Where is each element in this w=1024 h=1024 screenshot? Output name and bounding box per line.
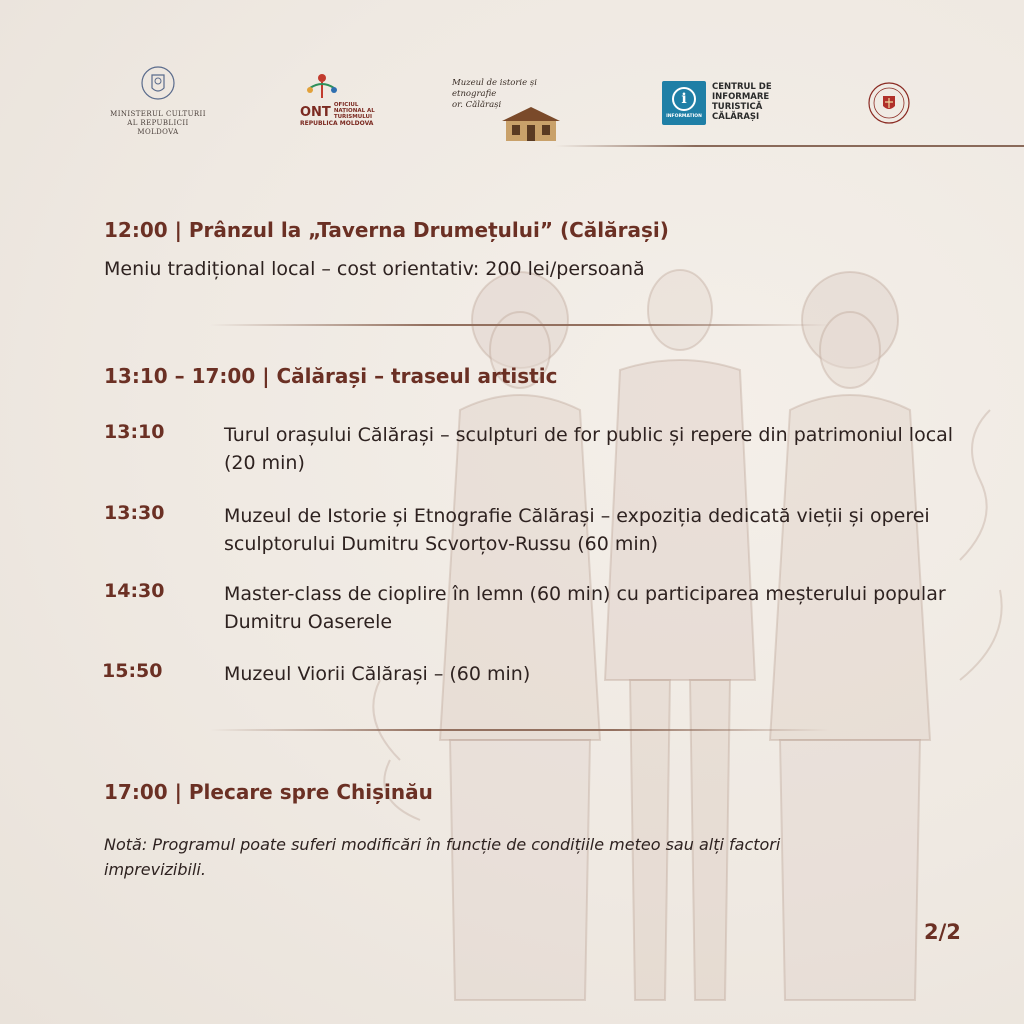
coat-of-arms-icon: [141, 64, 175, 102]
route-item-text: Muzeul Viorii Călărași – (60 min): [224, 663, 531, 685]
ministry-line1: MINISTERUL CULTURII: [110, 110, 206, 118]
route-item-time: 14:30: [104, 580, 165, 602]
info-badge: [662, 81, 706, 125]
route-item-time: 13:30: [104, 502, 165, 524]
ont-ornament-icon: [304, 72, 340, 102]
tourist-info-center-logo: [662, 80, 772, 126]
note-label: Notă: [104, 835, 142, 854]
route-item-text: Master-class de cioplire în lemn (60 min) cu participarea meșterului popular Dumitru Oaserele: [224, 583, 946, 633]
ont-word: ONT: [300, 105, 331, 121]
route-heading: 13:10 – 17:00 | Călărași – traseul artistic: [104, 364, 558, 388]
lunch-detail: Meniu tradițional local – cost orientativ: 200 lei/persoană: [104, 258, 645, 280]
ministry-of-culture-logo: [108, 64, 208, 136]
info-icon: i: [672, 87, 696, 111]
page-number: 2/2: [924, 920, 961, 944]
departure-heading: 17:00 | Plecare spre Chișinău: [104, 780, 433, 804]
route-item-text: Muzeul de Istorie și Etnografie Călărași – expoziția dedicată vieții și operei sculptorului Dumitru Scvorțov-Russu (60 min): [224, 505, 930, 555]
program-note: [104, 832, 864, 882]
ont-sub1: OFICIUL: [333, 102, 359, 108]
info-line1: CENTRUL DE: [712, 82, 772, 93]
route-item-text: Turul orașului Călărași – sculpturi de for public și repere din patrimoniul local (20 min): [224, 424, 954, 474]
ministry-line2: AL REPUBLICII MOLDOVA: [127, 118, 189, 136]
museum-line2: or. Călărași: [452, 100, 502, 111]
info-badge-label: INFORMATION: [666, 114, 702, 119]
info-line4: CĂLĂRAȘI: [712, 111, 760, 122]
info-line2: INFORMARE: [712, 92, 770, 103]
route-item-time: 13:10: [104, 421, 165, 443]
museum-logo: [452, 78, 578, 143]
ont-sub3: TURISMULUI: [333, 114, 373, 121]
route-item-time: 15:50: [102, 660, 163, 682]
ont-sub2: NAȚIONAL AL: [333, 108, 375, 115]
section-divider: [210, 729, 830, 731]
info-line3: TURISTICĂ: [712, 102, 763, 112]
lunch-heading: 12:00 | Prânzul la „Taverna Drumețului” (Călărași): [104, 218, 669, 242]
museum-building-icon: [498, 103, 564, 143]
seal-icon: [867, 81, 911, 125]
ont-logo: [300, 72, 380, 127]
calarasi-district-seal: [866, 80, 912, 126]
ont-bottom: REPUBLICA MOLDOVA: [300, 120, 374, 128]
header-divider: [555, 145, 1024, 147]
museum-line1: Muzeul de istorie și etnografie: [452, 78, 537, 100]
note-text: : Programul poate suferi modificări în funcție de condițiile meteo sau alți factori imprevizibili.: [104, 835, 781, 879]
section-divider: [210, 324, 830, 326]
